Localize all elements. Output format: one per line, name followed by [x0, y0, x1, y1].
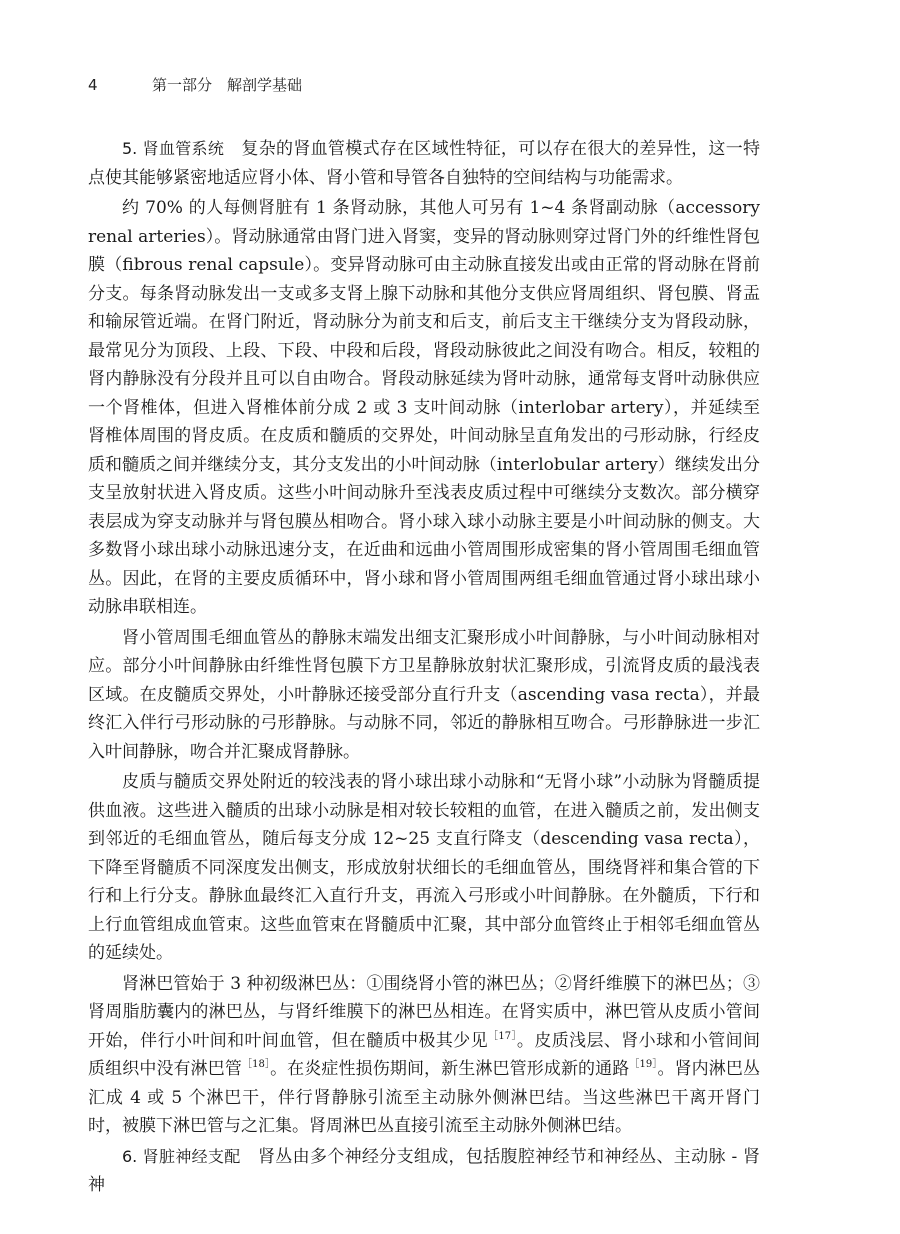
paragraph-renal-veins: [88, 624, 760, 767]
paragraph-text: 。皮质浅层、肾小球和小管间间质组织中没有淋巴管: [88, 1030, 761, 1079]
paragraph-text: 肾小管周围毛细血管丛的静脉末端发出细支汇聚形成小叶间静脉，与小叶间动脉相对应。部分小叶间静脉由纤维性肾包膜下方卫星静脉放射状汇聚形成，引流肾皮质的最浅表区域。在皮髓质交界处，小叶静脉还接受部分直行升支（ascending vasa recta），并最终汇入伴行弓形动脉的弓形静脉。与动脉不同，邻近的静脉相互吻合。弓形静脉进一步汇入叶间静脉，吻合并汇聚成肾静脉。: [88, 627, 760, 762]
paragraph-text: 肾淋巴管始于 3 种初级淋巴丛：①围绕肾小管的淋巴丛；②肾纤维膜下的淋巴丛；③肾周脂肪囊内的淋巴丛，与肾纤维膜下的淋巴丛相连。在肾实质中，淋巴管从皮质小管间开始，伴行小叶间和叶间血管，但在髓质中极其少见: [88, 973, 760, 1051]
citation-17: ［17］: [488, 1030, 517, 1042]
paragraph-renal-innervation: [88, 1143, 760, 1200]
paragraph-text: 复杂的肾血管模式存在区域性特征，可以存在很大的差异性，这一特点使其能够紧密地适应肾小体、肾小管和导管各自独特的空间结构与功能需求。: [88, 139, 761, 188]
section-heading-renal-vascular-system: 5. 肾血管系统: [122, 139, 225, 158]
paragraph-text: 皮质与髓质交界处附近的较浅表的肾小球出球小动脉和“无肾小球”小动脉为肾髓质提供血液。这些进入髓质的出球小动脉是相对较长较粗的血管，在进入髓质之前，发出侧支到邻近的毛细血管丛，随后每支分成 12~25 支直行降支（descending vasa recta），下降至肾髓质不同深度发出侧支，形成放射状细长的毛细血管丛，围绕肾袢和集合管的下行和上行分支。静脉血最终汇入直行升支，再流入弓形或小叶间静脉。在外髓质，下行和上行血管组成血管束。这些血管束在肾髓质中汇聚，其中部分血管终止于相邻毛细血管丛的延续处。: [88, 772, 760, 963]
running-header: [88, 74, 302, 95]
paragraph-text: 。在炎症性损伤期间，新生淋巴管形成新的通路: [270, 1059, 630, 1079]
paragraph-text: 。肾内淋巴丛汇成 4 或 5 个淋巴干，伴行肾静脉引流至主动脉外侧淋巴结。当这些淋巴干离开肾门时，被膜下淋巴管与之汇集。肾周淋巴丛直接引流至主动脉外侧淋巴结。: [88, 1059, 761, 1136]
paragraph-text: 约 70% 的人每侧肾脏有 1 条肾动脉，其他人可另有 1~4 条肾副动脉（accessory renal arteries）。肾动脉通常由肾门进入肾窦，变异的肾动脉则穿过肾门外的纤维性肾包膜（fibrous renal capsule）。变异肾动脉可由主动脉直接发出或由正常的肾动脉在肾前分支。每条肾动脉发出一支或多支肾上腺下动脉和其他分支供应肾周组织、肾包膜、肾盂和输尿管近端。在肾门附近，肾动脉分为前支和后支，前后支主干继续分支为肾段动脉，最常见分为顶段、上段、下段、中段和后段，肾段动脉彼此之间没有吻合。相反，较粗的肾内静脉没有分段并且可以自由吻合。肾段动脉延续为肾叶动脉，通常每支肾叶动脉供应一个肾椎体，但进入肾椎体前分成 2 或 3 支叶间动脉（interlobar artery），并延续至肾椎体周围的肾皮质。在皮质和髓质的交界处，叶间动脉呈直角发出的弓形动脉，行经皮质和髓质之间并继续分支，其分支发出的小叶间动脉（interlobular artery）继续发出分支呈放射状进入肾皮质。这些小叶间动脉升至浅表皮质过程中可继续分支数次。部分横穿表层成为穿支动脉并与肾包膜丛相吻合。肾小球入球小动脉主要是小叶间动脉的侧支。大多数肾小球出球小动脉迅速分支，在近曲和远曲小管周围形成密集的肾小管周围毛细血管丛。因此，在肾的主要皮质循环中，肾小球和肾小管周围两组毛细血管通过肾小球出球小动脉串联相连。: [88, 198, 760, 617]
part-title: 第一部分 解剖学基础: [152, 76, 303, 94]
paragraph-text: 肾丛由多个神经分支组成，包括腹腔神经节和神经丛、主动脉 - 肾神: [88, 1146, 760, 1195]
body-text: [88, 135, 760, 1200]
citation-18: ［18］: [242, 1059, 271, 1070]
page-number: 4: [88, 76, 98, 94]
paragraph-renal-lymphatics: [88, 970, 760, 1141]
paragraph-renal-arteries: [88, 194, 760, 622]
section-heading-renal-innervation: 6. 肾脏神经支配: [122, 1146, 241, 1166]
paragraph-renal-vascular-system: [88, 135, 760, 192]
paragraph-medullary-blood-supply: [88, 768, 760, 968]
citation-19: ［19］: [629, 1059, 658, 1070]
